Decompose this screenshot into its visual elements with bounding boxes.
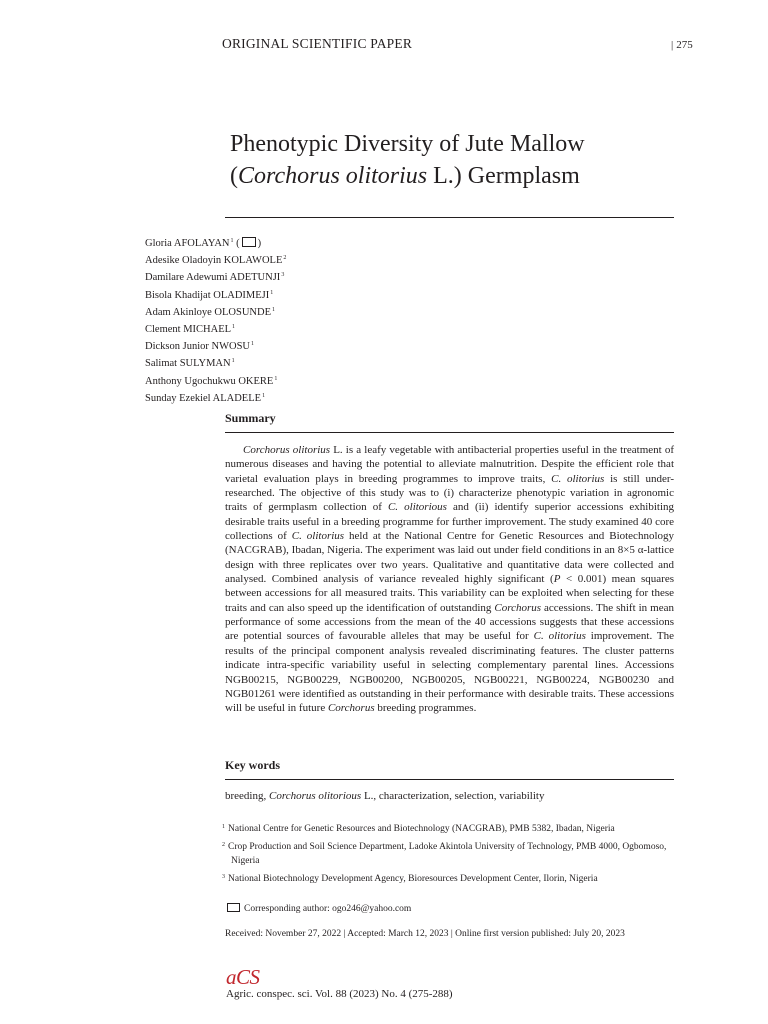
summary-divider (225, 432, 674, 433)
affiliation-number: 2 (222, 842, 225, 849)
author-name: Gloria AFOLAYAN (145, 238, 230, 249)
author-name: Bisola Khadijat OLADIMEJI (145, 289, 270, 301)
corresponding-author (227, 903, 411, 914)
title-line-1: Phenotypic Diversity of Jute Mallow (230, 131, 585, 157)
author-name: Damilare Adewumi ADETUNJI (145, 272, 281, 284)
paren: ) (257, 238, 262, 249)
keywords (225, 790, 544, 802)
affiliation-item (222, 821, 677, 836)
italic-term: Corchorus (327, 702, 375, 715)
author-item (145, 354, 286, 371)
affiliation-number: 3 (222, 873, 225, 880)
summary-text: breeding programmes. (374, 702, 477, 715)
summary-text: accessions. The shift in mean performance of some accessions from the mean of the 40 accessions suggests that these accessions are potential sources of favourable alleles that may be useful for (225, 601, 674, 643)
italic-term: Corchorus olitorius (243, 444, 331, 456)
page-number-value: 275 (676, 39, 693, 51)
summary-text: < 0.001) mean squares between accessions for all measured traits. This variability can be exploited when selecting for these traits and can also speed up the identification of outstanding (225, 573, 674, 614)
summary-text: improvement. The results of the principal component analysis revealed discriminating features. The cluster patterns indicate intra-specific variability useful in selecting complementary parental lines. Accessions NGB00215, NGB00229, NGB00200, NGB00205, NGB00221, NGB00224, NGB00230 and NGB01261 were identified as outstanding in their performance with desirable traits. These accessions will be useful in future (225, 630, 675, 715)
author-name: Salimat SULYMAN (145, 358, 231, 370)
title-divider (225, 217, 674, 218)
title-species: Corchorus olitorius (238, 163, 428, 189)
author-affiliation-mark: 1 (230, 238, 234, 244)
author-affiliation-mark: 1 (270, 289, 274, 296)
journal-logo: aCS (226, 965, 260, 989)
affiliation-item (222, 871, 677, 886)
affiliation-text: Crop Production and Soil Science Department, Ladoke Akintola University of Technology, PMB 4000, Ogbomoso, Nigeria (228, 842, 667, 866)
author-item (145, 303, 286, 320)
italic-term: C. olitorious (387, 501, 447, 514)
journal-citation: Agric. conspec. sci. Vol. 88 (2023) No. 4 (275-288) (226, 988, 453, 1000)
keywords-divider (225, 779, 674, 780)
section-label: ORIGINAL SCIENTIFIC PAPER (222, 36, 413, 51)
keywords-heading: Key words (225, 758, 280, 772)
author-item (145, 268, 286, 285)
keywords-after: L., characterization, selection, variability (361, 790, 545, 802)
author-affiliation-mark: 2 (283, 255, 287, 262)
italic-term: C. olitorius (533, 630, 586, 643)
author-item (145, 372, 286, 389)
author-affiliation-mark: 3 (281, 272, 285, 279)
summary-text: is still under-researched. The objective of this study was to (i) characterize phenotypic variation in agronomic traits of germplasm collection of (225, 472, 675, 514)
summary-text: and (ii) identify superior accessions exhibiting desirable traits useful in a breeding programme for further improvement. The study examined 40 core collections of (225, 501, 674, 543)
italic-term: C. olitorius (551, 472, 605, 485)
affiliation-text: National Centre for Genetic Resources and Biotechnology (NACGRAB), PMB 5382, Ibadan, Nigeria (228, 824, 615, 834)
title-paren: ( (230, 163, 238, 189)
publication-dates: Received: November 27, 2022 | Accepted: March 12, 2023 | Online first version published: July 20, 2023 (225, 929, 625, 939)
keywords-before: breeding, (225, 790, 269, 802)
author-item (145, 286, 286, 303)
author-affiliation-mark: 1 (272, 306, 275, 313)
author-affiliation-mark: 1 (231, 358, 235, 365)
italic-term: Corchorus (494, 601, 542, 614)
affiliation-list (222, 821, 677, 889)
keywords-species: Corchorus olitorious (268, 790, 362, 802)
author-affiliation-mark: 1 (274, 375, 278, 382)
author-item (145, 251, 286, 268)
paper-title (230, 128, 690, 192)
author-affiliation-mark: 1 (262, 392, 266, 399)
italic-term: P (553, 573, 561, 586)
author-name: Adesike Oladoyin KOLAWOLE (145, 255, 283, 267)
separator: | (671, 39, 674, 51)
summary-text: held at the National Centre for Genetic Resources and Biotechnology (NACGRAB), Ibadan, Nigeria. The experiment was laid out under field conditions in an 8×5 α-lattice design with three replicates over two years. Qualitative and quantitative data were collected and analysed. Combined analysis of variance revealed highly significant ( (225, 530, 674, 586)
author-name: Sunday Ezekiel ALADELE (145, 392, 262, 404)
author-item (145, 234, 286, 251)
italic-term: C. olitorius (291, 530, 345, 543)
mail-icon (242, 237, 256, 247)
author-affiliation-mark: 1 (232, 324, 236, 331)
summary-heading: Summary (225, 411, 276, 425)
affiliation-item (222, 839, 677, 868)
corresponding-text: Corresponding author: ogo246@yahoo.com (244, 904, 412, 914)
author-name: Dickson Junior NWOSU (145, 341, 250, 353)
author-item (145, 320, 286, 337)
mail-icon (227, 903, 240, 912)
summary-text: L. is a leafy vegetable with antibacterial properties useful in the treatment of numerous diseases and having the potential to alleviate malnutrition. Despite the efficient role that varietal evaluation plays in breeding programmes to improve traits, (225, 444, 674, 485)
author-affiliation-mark: 1 (251, 341, 254, 348)
author-list (145, 234, 286, 406)
author-item (145, 389, 286, 406)
affiliation-text: National Biotechnology Development Agency, Bioresources Development Center, Ilorin, Nigeria (228, 873, 598, 884)
title-line-2-rest: L.) Germplasm (427, 163, 580, 189)
author-name: Adam Akinloye OLOSUNDE (145, 306, 271, 318)
affiliation-number: 1 (222, 824, 225, 830)
author-name: Clement MICHAEL (145, 324, 232, 336)
page-number (671, 39, 693, 51)
author-name: Anthony Ugochukwu OKERE (145, 375, 274, 387)
summary-paragraph (225, 443, 674, 716)
author-item (145, 337, 286, 354)
summary-body (225, 443, 674, 716)
paren: ( (233, 238, 240, 249)
